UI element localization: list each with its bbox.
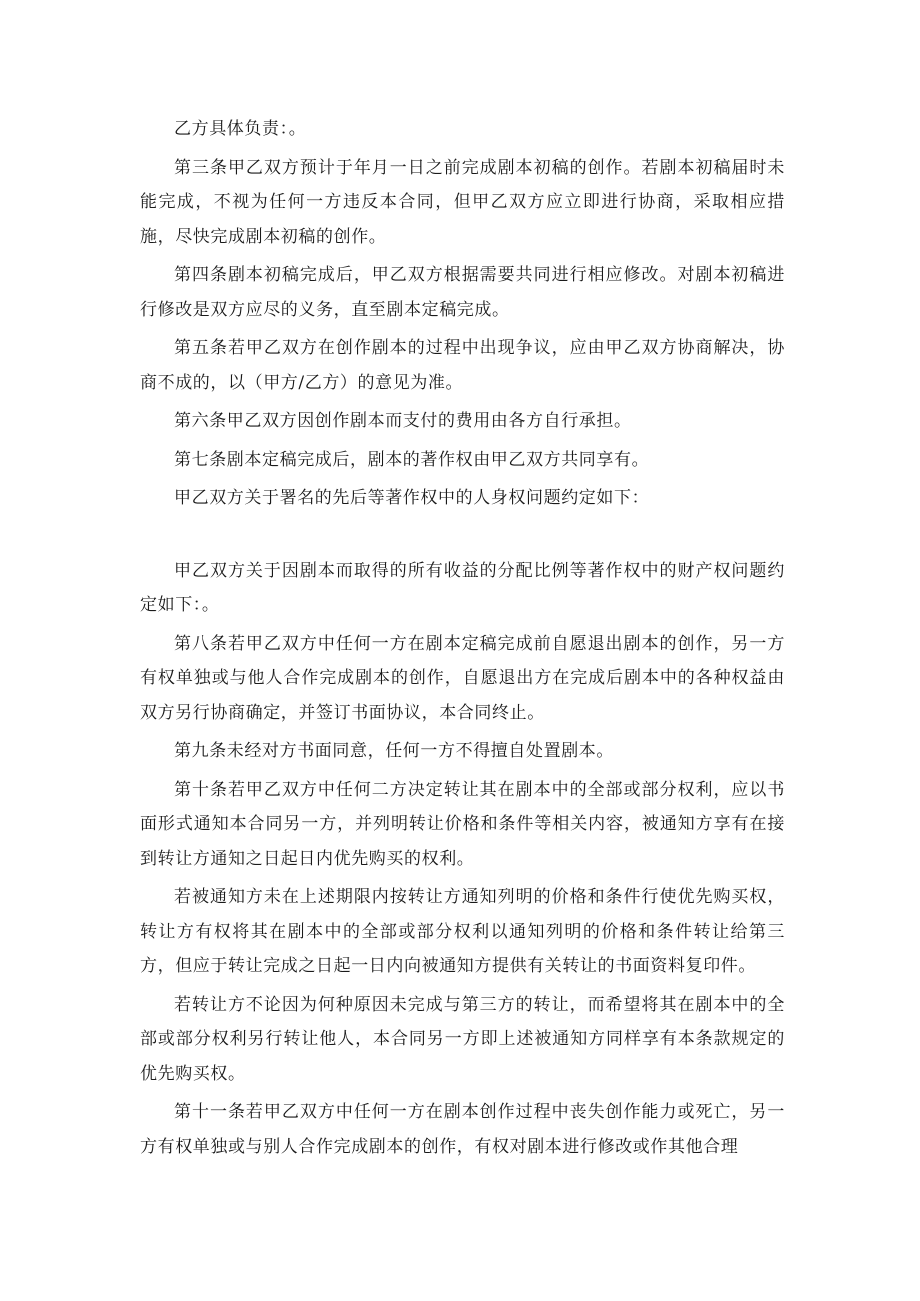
- blank-space: [140, 520, 785, 554]
- paragraph-article-3: 第三条甲乙双方预计于年月一日之前完成剧本初稿的创作。若剧本初稿届时未能完成，不视为任何一方违反本合同，但甲乙双方应立即进行协商，采取相应措施，尽快完成剧本初稿的创作。: [140, 157, 785, 247]
- paragraph-moral-rights: 甲乙双方关于署名的先后等著作权中的人身权问题约定如下：: [174, 488, 650, 508]
- paragraph-article-8: 第八条若甲乙双方中任何一方在剧本定稿完成前自愿退出剧本的创作，另一方有权单独或与他人合作完成剧本的创作，自愿退出方在完成后剧本中的各种权益由双方另行协商确定，并签订书面协议，本合同终止。: [140, 633, 785, 723]
- paragraph-retransfer: 若转让方不论因为何种原因未完成与第三方的转让，而希望将其在剧本中的全部或部分权利另行转让他人，本合同另一方即上述被通知方同样享有本条款规定的优先购买权。: [140, 994, 785, 1084]
- paragraph-article-7: 第七条剧本定稿完成后，剧本的著作权由甲乙双方共同享有。: [174, 449, 650, 470]
- paragraph-property-rights: 甲乙双方关于因剧本而取得的所有收益的分配比例等著作权中的财产权问题约定如下：。: [140, 560, 785, 615]
- paragraph-article-4: 第四条剧本初稿完成后，甲乙双方根据需要共同进行相应修改。对剧本初稿进行修改是双方应尽的义务，直至剧本定稿完成。: [140, 265, 785, 320]
- document-body: [140, 112, 785, 1168]
- paragraph-article-5: 第五条若甲乙双方在创作剧本的过程中出现争议，应由甲乙双方协商解决，协商不成的，以（甲方/乙方）的意见为准。: [140, 338, 785, 393]
- paragraph: 乙方具体负责：。: [174, 119, 307, 139]
- paragraph-article-6: 第六条甲乙双方因创作剧本而支付的费用由各方自行承担。: [174, 411, 632, 431]
- paragraph-article-10: 第十条若甲乙双方中任何二方决定转让其在剧本中的全部或部分权利，应以书面形式通知本合同另一方，并列明转让价格和条件等相关内容，被通知方享有在接到转让方通知之日起日内优先购买的权利。: [140, 779, 785, 869]
- paragraph-article-11: 第十一条若甲乙双方中任何一方在剧本创作过程中丧失创作能力或死亡，另一方有权单独或与别人合作完成剧本的创作，有权对剧本进行修改或作其他合理: [140, 1102, 785, 1157]
- paragraph-article-9: 第九条未经对方书面同意，任何一方不得擅自处置剧本。: [174, 741, 614, 761]
- paragraph-preemption: 若被通知方未在上述期限内按转让方通知列明的价格和条件行使优先购买权，转让方有权将其在剧本中的全部或部分权利以通知列明的价格和条件转让给第三方，但应于转让完成之日起一日内向被通知方提供有关转让的书面资料复印件。: [140, 887, 785, 976]
